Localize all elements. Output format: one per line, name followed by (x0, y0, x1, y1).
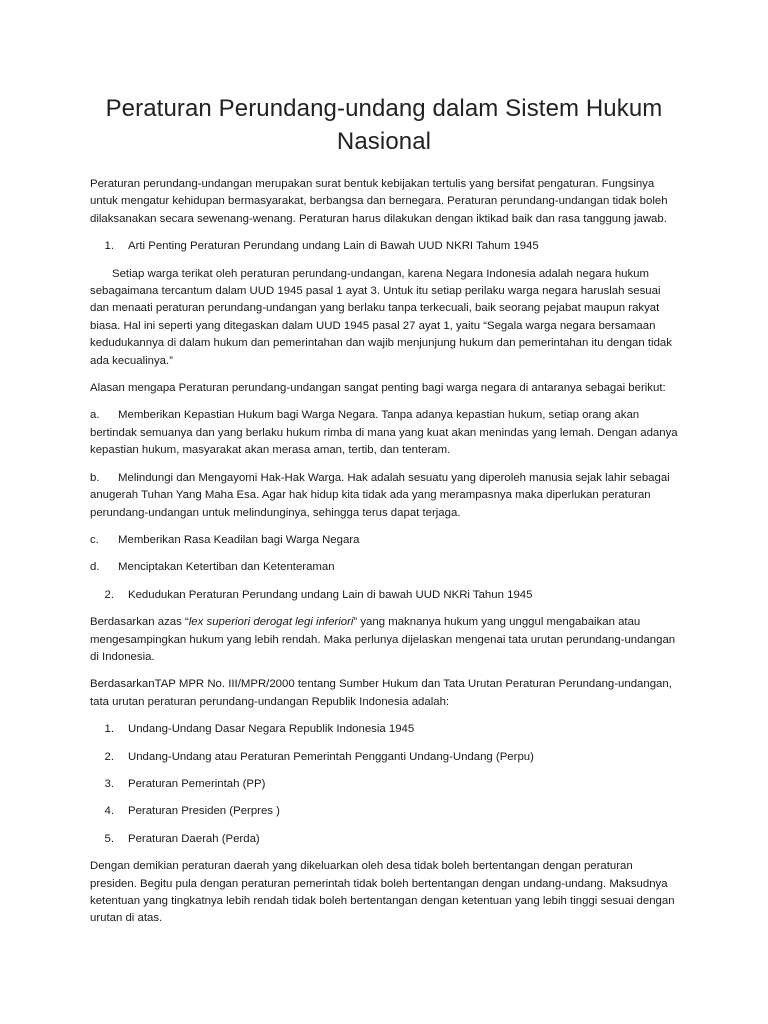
list-item-text: Undang-Undang Dasar Negara Republik Indonesia 1945 (128, 723, 415, 736)
section-number: 2. (104, 588, 114, 601)
intro-paragraph: Peraturan perundang-undangan merupakan surat bentuk kebijakan tertulis yang bersifat pengaturan. Fungsinya untuk mengatur kehidupan bermasyarakat, berbangsa dan bernegara. Peraturan perundang-undangan tidak boleh dilaksanakan secara sewenang-wenang. Peraturan harus dilakukan dengan iktikad baik dan rasa tanggung jawab. (90, 178, 668, 225)
document-title: Peraturan Perundang-undang dalam Sistem Hukum Nasional (105, 95, 663, 155)
list-item (90, 831, 678, 848)
list-item-number: 2. (104, 750, 114, 763)
closing-paragraph: Dengan demikian peraturan daerah yang dikeluarkan oleh desa tidak boleh bertentangan dengan peraturan presiden. Begitu pula dengan peraturan pemerintah tidak boleh bertentangan dengan undang-undang. Maksudnya ketentuan yang tingkatnya lebih rendah tidak boleh bertentangan dengan ketentuan yang lebih tinggi sesuai dengan urutan di atas. (90, 860, 675, 925)
list-item (90, 776, 678, 793)
reason-text: Menciptakan Ketertiban dan Ketenteraman (118, 561, 335, 574)
reason-item-a (90, 407, 678, 459)
section-number: 1. (104, 240, 114, 253)
section2-paragraph-2: BerdasarkanTAP MPR No. III/MPR/2000 tentang Sumber Hukum dan Tata Urutan Peraturan Perundang-undangan, tata urutan peraturan perundang-undangan Republik Indonesia adalah: (90, 678, 672, 708)
reason-item-c (90, 532, 678, 549)
list-item (90, 749, 678, 766)
list-item-number: 3. (104, 777, 114, 790)
section-heading-text: Arti Penting Peraturan Perundang undang Lain di Bawah UUD NKRI Tahum 1945 (128, 240, 539, 253)
azas-intro-text: Berdasarkan azas “ (90, 616, 189, 629)
reason-text: Memberikan Rasa Keadilan bagi Warga Negara (118, 533, 360, 546)
section1-paragraph-2: Alasan mengapa Peraturan perundang-undangan sangat penting bagi warga negara di antaranya sebagai berikut: (90, 382, 666, 395)
reason-text: Melindungi dan Mengayomi Hak-Hak Warga. Hak adalah sesuatu yang diperoleh manusia sejak lahir sebagai anugerah Tuhan Yang Maha Esa. Agar hak hidup kita tidak ada yang merampasnya maka diperlukan peraturan perundang-undangan untuk melindunginya, sehingga terus dapat terjaga. (90, 471, 670, 519)
list-item (90, 721, 678, 738)
list-item-text: Peraturan Daerah (Perda) (128, 832, 260, 845)
reason-item-d (90, 559, 678, 576)
section-heading-1 (90, 238, 678, 255)
section-heading-2 (90, 587, 678, 604)
list-item-number: 4. (104, 805, 114, 818)
list-item-number: 5. (104, 832, 114, 845)
section-heading-text: Kedudukan Peraturan Perundang undang Lain di bawah UUD NKRi Tahun 1945 (128, 588, 533, 601)
list-item-text: Peraturan Presiden (Perpres ) (128, 805, 280, 818)
latin-maxim: lex superiori derogat legi inferiori (188, 616, 354, 629)
section2-paragraph-1 (90, 614, 678, 666)
azas-explanation-text: ” yang maknanya hukum yang unggul mengabaikan atau mengesampingkan hukum yang lebih rendah. Maka perlunya dijelaskan mengenai tata urutan perundang-undangan di Indonesia. (90, 616, 676, 663)
list-item-text: Undang-Undang atau Peraturan Pemerintah Pengganti Undang-Undang (Perpu) (128, 750, 534, 763)
hierarchy-list (90, 721, 678, 848)
list-item-text: Peraturan Pemerintah (PP) (128, 777, 266, 790)
reason-label: d. (90, 561, 100, 574)
reason-label: c. (90, 533, 99, 546)
section1-paragraph-1: Setiap warga terikat oleh peraturan perundang-undangan, karena Negara Indonesia adalah negara hukum sebagaimana tercantum dalam UUD 1945 pasal 1 ayat 3. Untuk itu setiap perilaku warga negara haruslah sesuai dan menaati peraturan perundang-undangan yang berlaku tanpa terkecuali, baik seorang pejabat maupun rakyat biasa. Hal ini seperti yang ditegaskan dalam UUD 1945 pasal 27 ayat 1, yaitu “Segala warga negara bersamaan kedudukannya di dalam hukum dan pemerintahan dan wajib menjunjung hukum dan pemerintahan itu dengan tidak ada kecualinya.” (90, 267, 672, 367)
reason-item-b (90, 470, 678, 522)
reason-text: Memberikan Kepastian Hukum bagi Warga Negara. Tanpa adanya kepastian hukum, setiap orang akan bertindak semuanya dan yang berlaku hukum rimba di mana yang kuat akan menindas yang lemah. Dengan adanya kepastian hukum, masyarakat akan merasa aman, tertib, dan tenteram. (90, 409, 678, 457)
list-item-number: 1. (104, 723, 114, 736)
reason-label: a. (90, 409, 100, 422)
list-item (90, 803, 678, 820)
reason-label: b. (90, 471, 100, 484)
